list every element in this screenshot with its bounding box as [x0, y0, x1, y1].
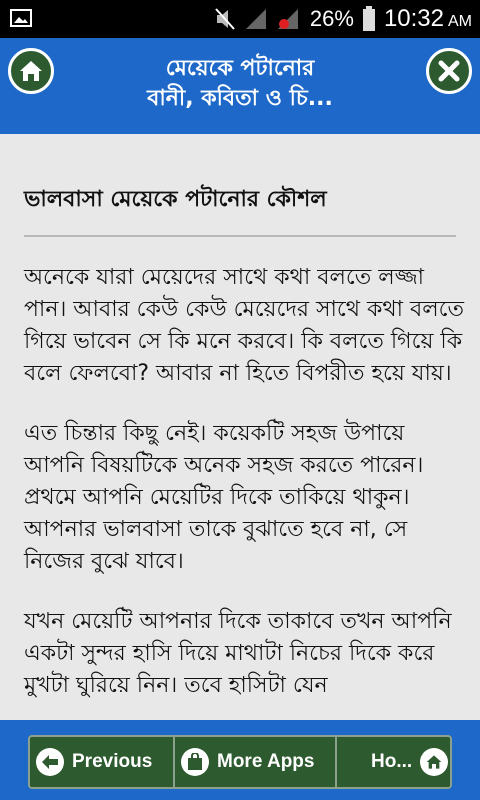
article-body	[24, 262, 464, 720]
paragraph: এত চিন্তার কিছু নেই। কয়েকটি সহজ উপায়ে আপনি বিষয়টিকে অনেক সহজ করতে পারেন।প্রথমে আপনি মেয়েটির দিকে তাকিয়ে থাকুন।আপনার ভালবাসা তাকে বুঝাতে হবে না, সে নিজের বুঝে যাবে।	[24, 421, 424, 574]
home-nav-label: Ho...	[371, 751, 413, 772]
arrow-left-icon	[36, 748, 64, 776]
bottom-bar	[0, 720, 480, 800]
article-content[interactable]	[0, 134, 480, 720]
previous-label: Previous	[72, 751, 153, 772]
paragraph: অনেকে যারা মেয়েদের সাথে কথা বলতে লজ্জা পান। আবার কেউ কেউ মেয়েদের সাথে কথা বলতে গিয়ে ভাবেন সে কি মনে করবে। কি বলতে গিয়ে কি বলে ফেলবো? আবার না হিতে বিপরীত হয়ে যায়।	[24, 265, 465, 386]
battery-percent: 26%	[309, 6, 354, 31]
home-button[interactable]	[8, 48, 54, 94]
clock-time: 10:32	[383, 5, 444, 32]
gallery-icon	[10, 9, 32, 27]
article-heading: ভালবাসা মেয়েকে পটানোর কৌশল	[24, 187, 327, 212]
close-icon	[438, 60, 460, 82]
more-apps-label: More Apps	[217, 751, 315, 772]
shopping-bag-icon	[181, 748, 209, 776]
more-apps-button[interactable]	[173, 737, 335, 787]
title-line-2: বানী, কবিতা ও চি...	[147, 86, 333, 111]
close-button[interactable]	[426, 48, 472, 94]
signal-alert-icon	[276, 7, 302, 31]
battery-icon	[362, 6, 376, 32]
clock-ampm: AM	[448, 13, 472, 30]
home-icon	[18, 59, 44, 83]
status-bar	[0, 0, 480, 38]
home-icon	[420, 748, 448, 776]
bottom-button-group	[28, 735, 452, 789]
title-line-1: মেয়েকে পটানোর	[165, 56, 315, 81]
home-nav-button[interactable]	[335, 737, 450, 787]
mute-icon	[214, 7, 236, 31]
page-title	[70, 54, 410, 114]
signal-icon	[244, 7, 268, 31]
previous-button[interactable]	[30, 737, 173, 787]
heading-divider	[24, 235, 456, 237]
paragraph: যখন মেয়েটি আপনার দিকে তাকাবে তখন আপনি একটা সুন্দর হাসি দিয়ে মাথাটা নিচের দিকে করে মুখটা ঘুরিয়ে নিন। তবে হাসিটা যেন	[24, 609, 452, 698]
title-bar	[0, 38, 480, 134]
